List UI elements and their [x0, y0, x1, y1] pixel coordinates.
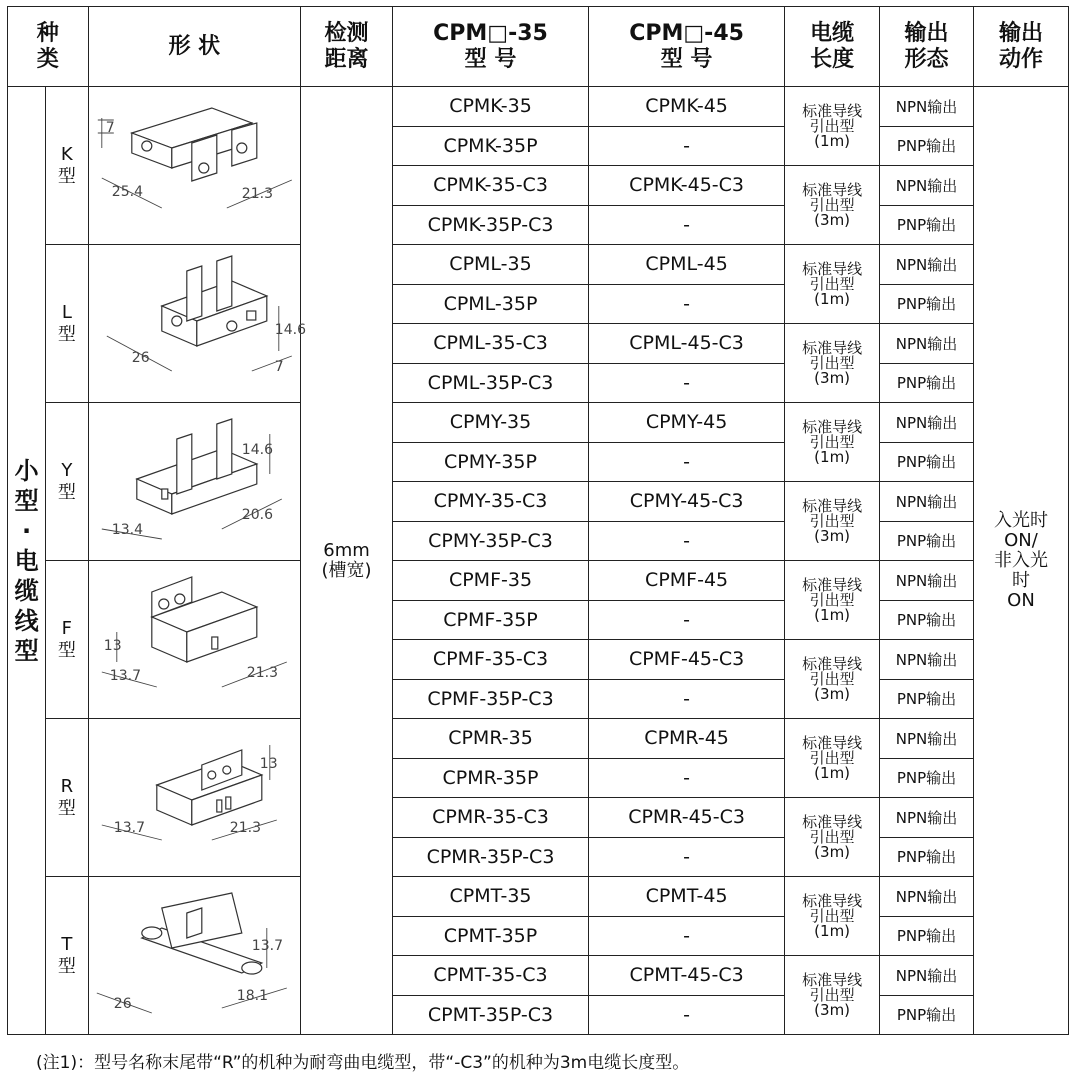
model-45-cell: - — [589, 600, 785, 640]
output-form-cell: NPN输出 — [880, 561, 974, 601]
output-form-cell: PNP输出 — [880, 679, 974, 719]
model-45-cell: - — [589, 916, 785, 956]
cable-length-cell: 标准导线 引出型 (3m) — [785, 640, 880, 719]
output-form-cell: NPN输出 — [880, 640, 974, 680]
output-form-cell: PNP输出 — [880, 363, 974, 403]
model-45-cell: - — [589, 363, 785, 403]
model-35-cell: CPMF-35P-C3 — [392, 679, 588, 719]
table-row — [8, 403, 1069, 443]
svg-text:14.6: 14.6 — [274, 321, 306, 338]
sensor-drawing-icon — [89, 88, 301, 244]
header-type: 种 类 — [8, 7, 89, 87]
model-35-cell: CPML-35-C3 — [392, 324, 588, 364]
model-45-cell: CPMK-45 — [589, 87, 785, 127]
model-45-cell: CPMF-45 — [589, 561, 785, 601]
model-45-cell: CPML-45-C3 — [589, 324, 785, 364]
table-body — [8, 87, 1069, 1035]
model-45-cell: CPMR-45-C3 — [589, 798, 785, 838]
model-45-cell: - — [589, 995, 785, 1035]
model-35-cell: CPML-35P-C3 — [392, 363, 588, 403]
output-form-cell: PNP输出 — [880, 837, 974, 877]
svg-text:13: 13 — [259, 755, 278, 772]
output-form-cell: NPN输出 — [880, 719, 974, 759]
model-45-cell: - — [589, 284, 785, 324]
model-45-cell: CPMY-45 — [589, 403, 785, 443]
header-row — [8, 7, 1069, 87]
table-row — [8, 245, 1069, 285]
model-45-cell: CPMY-45-C3 — [589, 482, 785, 522]
model-35-cell: CPMR-35P — [392, 758, 588, 798]
svg-text:14.6: 14.6 — [241, 441, 273, 458]
cable-length-cell: 标准导线 引出型 (1m) — [785, 877, 880, 956]
svg-text:7: 7 — [105, 119, 115, 136]
output-form-cell: NPN输出 — [880, 956, 974, 996]
sensor-drawing-icon — [89, 246, 306, 402]
output-form-cell: PNP输出 — [880, 205, 974, 245]
svg-text:20.6: 20.6 — [241, 506, 273, 523]
model-35-cell: CPMT-35P-C3 — [392, 995, 588, 1035]
distance-cell: 6mm (槽宽) — [301, 87, 393, 1035]
header-model-35: CPM□-35 型 号 — [392, 7, 588, 87]
header-output-action: 输出 动作 — [973, 7, 1068, 87]
svg-text:18.1: 18.1 — [236, 987, 268, 1004]
model-45-cell: CPMK-45-C3 — [589, 166, 785, 206]
svg-text:21.3: 21.3 — [246, 664, 278, 681]
table-row — [8, 719, 1069, 759]
svg-text:21.3: 21.3 — [229, 819, 261, 836]
output-form-cell: NPN输出 — [880, 798, 974, 838]
subtype-cell: T 型 — [46, 877, 88, 1035]
model-45-cell: - — [589, 126, 785, 166]
output-form-cell: PNP输出 — [880, 126, 974, 166]
cable-length-cell: 标准导线 引出型 (3m) — [785, 798, 880, 877]
output-form-cell: PNP输出 — [880, 916, 974, 956]
output-form-cell: NPN输出 — [880, 324, 974, 364]
shape-drawing — [88, 87, 301, 245]
cable-length-cell: 标准导线 引出型 (1m) — [785, 87, 880, 166]
cable-length-cell: 标准导线 引出型 (3m) — [785, 482, 880, 561]
sensor-drawing-icon — [89, 878, 301, 1034]
subtype-cell: F 型 — [46, 561, 88, 719]
table-row — [8, 877, 1069, 917]
cable-length-cell: 标准导线 引出型 (1m) — [785, 561, 880, 640]
model-35-cell: CPMT-35 — [392, 877, 588, 917]
model-45-cell: CPML-45 — [589, 245, 785, 285]
cable-length-cell: 标准导线 引出型 (3m) — [785, 166, 880, 245]
svg-text:26: 26 — [131, 349, 150, 366]
model-35-cell: CPMK-35 — [392, 87, 588, 127]
cable-length-cell: 标准导线 引出型 (3m) — [785, 324, 880, 403]
model-35-cell: CPMT-35-C3 — [392, 956, 588, 996]
shape-drawing — [88, 561, 301, 719]
model-35-cell: CPMR-35P-C3 — [392, 837, 588, 877]
output-form-cell: NPN输出 — [880, 482, 974, 522]
header-shape: 形 状 — [88, 7, 301, 87]
output-form-cell: NPN输出 — [880, 87, 974, 127]
svg-text:7: 7 — [274, 358, 284, 375]
table-row — [8, 561, 1069, 601]
shape-drawing — [88, 403, 301, 561]
model-45-cell: - — [589, 758, 785, 798]
output-form-cell: PNP输出 — [880, 758, 974, 798]
category-cell: 小 型 · 电 缆 线 型 — [8, 87, 46, 1035]
model-35-cell: CPMR-35 — [392, 719, 588, 759]
model-45-cell: - — [589, 442, 785, 482]
model-45-cell: - — [589, 679, 785, 719]
output-form-cell: NPN输出 — [880, 166, 974, 206]
output-form-cell: PNP输出 — [880, 442, 974, 482]
output-form-cell: PNP输出 — [880, 600, 974, 640]
svg-text:13.4: 13.4 — [111, 521, 143, 538]
sensor-drawing-icon — [89, 562, 301, 718]
model-35-cell: CPMK-35P — [392, 126, 588, 166]
subtype-cell: L 型 — [46, 245, 88, 403]
model-35-cell: CPMF-35 — [392, 561, 588, 601]
model-35-cell: CPMY-35 — [392, 403, 588, 443]
output-form-cell: NPN输出 — [880, 245, 974, 285]
sensor-drawing-icon — [89, 720, 301, 876]
model-35-cell: CPMT-35P — [392, 916, 588, 956]
model-35-cell: CPMF-35P — [392, 600, 588, 640]
sensor-drawing-icon — [89, 404, 301, 560]
svg-text:13.7: 13.7 — [109, 667, 141, 684]
output-form-cell: NPN输出 — [880, 403, 974, 443]
cable-length-cell: 标准导线 引出型 (1m) — [785, 245, 880, 324]
output-form-cell: PNP输出 — [880, 521, 974, 561]
shape-drawing — [88, 719, 301, 877]
header-model-45: CPM□-45 型 号 — [589, 7, 785, 87]
shape-drawing — [88, 877, 301, 1035]
svg-text:13.7: 13.7 — [113, 819, 145, 836]
spec-table — [7, 6, 1069, 1035]
model-35-cell: CPML-35 — [392, 245, 588, 285]
model-35-cell: CPMY-35-C3 — [392, 482, 588, 522]
cable-length-cell: 标准导线 引出型 (1m) — [785, 403, 880, 482]
model-35-cell: CPMY-35P-C3 — [392, 521, 588, 561]
model-35-cell: CPMR-35-C3 — [392, 798, 588, 838]
cable-length-cell: 标准导线 引出型 (1m) — [785, 719, 880, 798]
cable-length-cell: 标准导线 引出型 (3m) — [785, 956, 880, 1035]
header-distance: 检测 距离 — [301, 7, 393, 87]
model-35-cell: CPML-35P — [392, 284, 588, 324]
model-35-cell: CPMF-35-C3 — [392, 640, 588, 680]
model-45-cell: CPMT-45 — [589, 877, 785, 917]
model-35-cell: CPMK-35P-C3 — [392, 205, 588, 245]
model-45-cell: - — [589, 837, 785, 877]
output-form-cell: NPN输出 — [880, 877, 974, 917]
svg-text:21.3: 21.3 — [241, 185, 273, 202]
subtype-cell: Y 型 — [46, 403, 88, 561]
shape-drawing — [88, 245, 306, 403]
svg-text:26: 26 — [113, 995, 132, 1012]
output-action-cell: 入光时 ON/ 非入光 时 ON — [973, 87, 1068, 1035]
header-cable: 电缆 长度 — [785, 7, 880, 87]
footnote: (注1)：型号名称末尾带“R”的机种为耐弯曲电缆型，带“-C3”的机种为3m电缆长度型。 — [36, 1053, 690, 1073]
model-45-cell: CPMF-45-C3 — [589, 640, 785, 680]
output-form-cell: PNP输出 — [880, 995, 974, 1035]
svg-text:13: 13 — [103, 637, 122, 654]
subtype-cell: K 型 — [46, 87, 88, 245]
svg-text:13.7: 13.7 — [251, 937, 283, 954]
svg-text:25.4: 25.4 — [111, 183, 143, 200]
subtype-cell: R 型 — [46, 719, 88, 877]
model-45-cell: - — [589, 521, 785, 561]
output-form-cell: PNP输出 — [880, 284, 974, 324]
header-output-form: 输出 形态 — [880, 7, 974, 87]
model-45-cell: CPMT-45-C3 — [589, 956, 785, 996]
model-35-cell: CPMY-35P — [392, 442, 588, 482]
model-45-cell: CPMR-45 — [589, 719, 785, 759]
model-35-cell: CPMK-35-C3 — [392, 166, 588, 206]
model-45-cell: - — [589, 205, 785, 245]
table-row — [8, 87, 1069, 127]
